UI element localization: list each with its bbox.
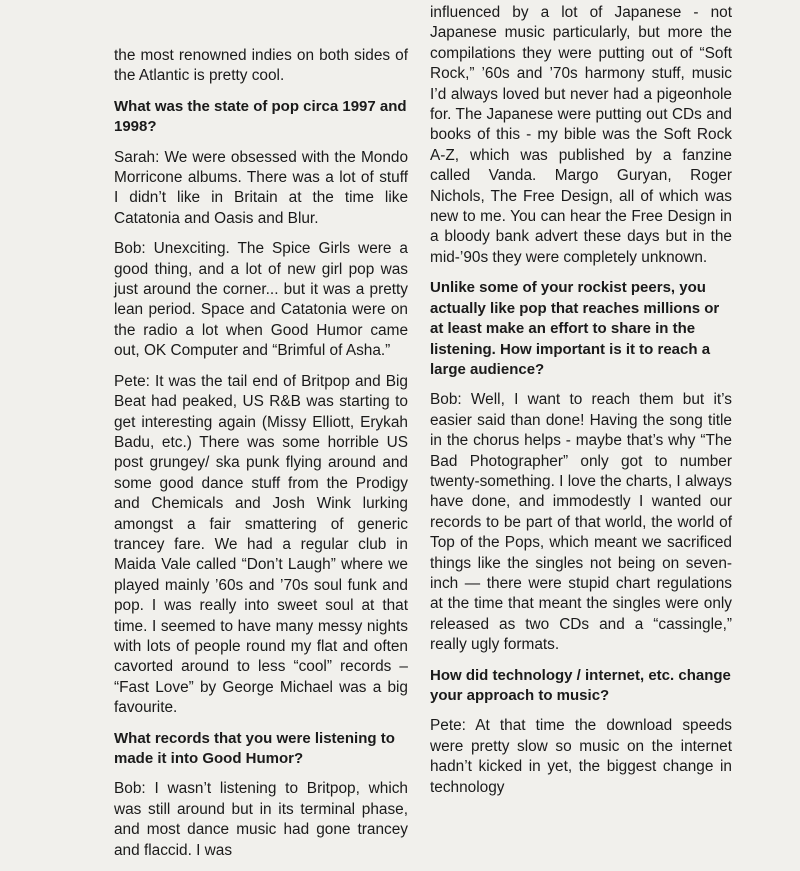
interview-question: Unlike some of your rockist peers, you actually like pop that reaches millions or at least make an effort to share in the listening. How important is it to reach a large audience? [430,279,720,378]
interview-question: What records that you were listening to made it into Good Humor? [114,729,395,767]
right-column [430,3,732,808]
body-paragraph: Bob: Unexciting. The Spice Girls were a good thing, and a lot of new girl pop was just around the corner... but it was a pretty lean period. Space and Catatonia were on the radio a lot when Good Humor came out, OK Computer and “Brimful of Asha.” [114,240,408,360]
interview-question: How did technology / internet, etc. change your approach to music? [430,666,731,704]
body-paragraph: influenced by a lot of Japanese - not Japanese music particularly, but more the compilations they were putting out of “Soft Rock,” ’60s and ’70s harmony stuff, music I’d always loved but never had a pigeonhole for. The Japanese were putting out CDs and books of this - my bible was the Soft Rock A-Z, which was published by a fanzine called Vanda. Margo Guryan, Roger Nichols, The Free Design, all of which was new to me. You can hear the Free Design in a bloody bank advert these days but in the mid-’90s they were completely unknown. [430,4,732,266]
body-paragraph: the most renowned indies on both sides of the Atlantic is pretty cool. [114,47,408,85]
interview-question: What was the state of pop circa 1997 and 1998? [114,97,407,136]
left-column [114,46,408,871]
body-paragraph: Bob: I wasn’t listening to Britpop, which was still around but in its terminal phase, and most dance music had gone trancey and flaccid. I was [114,780,408,859]
body-paragraph: Pete: At that time the download speeds were pretty slow so music on the internet hadn’t kicked in yet, the biggest change in technology [430,717,732,796]
body-paragraph: Sarah: We were obsessed with the Mondo Morricone albums. There was a lot of stuff I didn’t like in Britain at the time like Catatonia and Oasis and Blur. [114,148,408,227]
body-paragraph: Pete: It was the tail end of Britpop and Big Beat had peaked, US R&B was starting to get interesting again (Missy Elliott, Erykah Badu, etc.) There was some horrible US post grungey/ ska punk flying around and some good dance stuff from the Prodigy and Chemicals and Josh Wink lurking amongst a fair smattering of generic trancey fare. We had a regular club in Maida Vale called “Don’t Laugh” where we played mainly ’60s and ’70s soul funk and pop. I was really into sweet soul at that time. I seemed to have many messy nights with lots of people round my flat and often cavorted around to less “cool” records – “Fast Love” by George Michael was a big favourite. [114,372,408,717]
body-paragraph: Bob: Well, I want to reach them but it’s easier said than done! Having the song title in the chorus helps - maybe that’s why “The Bad Photographer” only got to number twenty-something. I love the charts, I always have done, and immodestly I wanted our records to be part of that world, the world of Top of the Pops, which meant we sacrificed things like the singles not being on seven-inch — there were stupid chart regulations at the time that meant the singles were only released as two CDs and a “cassingle,” really ugly formats. [430,391,732,654]
